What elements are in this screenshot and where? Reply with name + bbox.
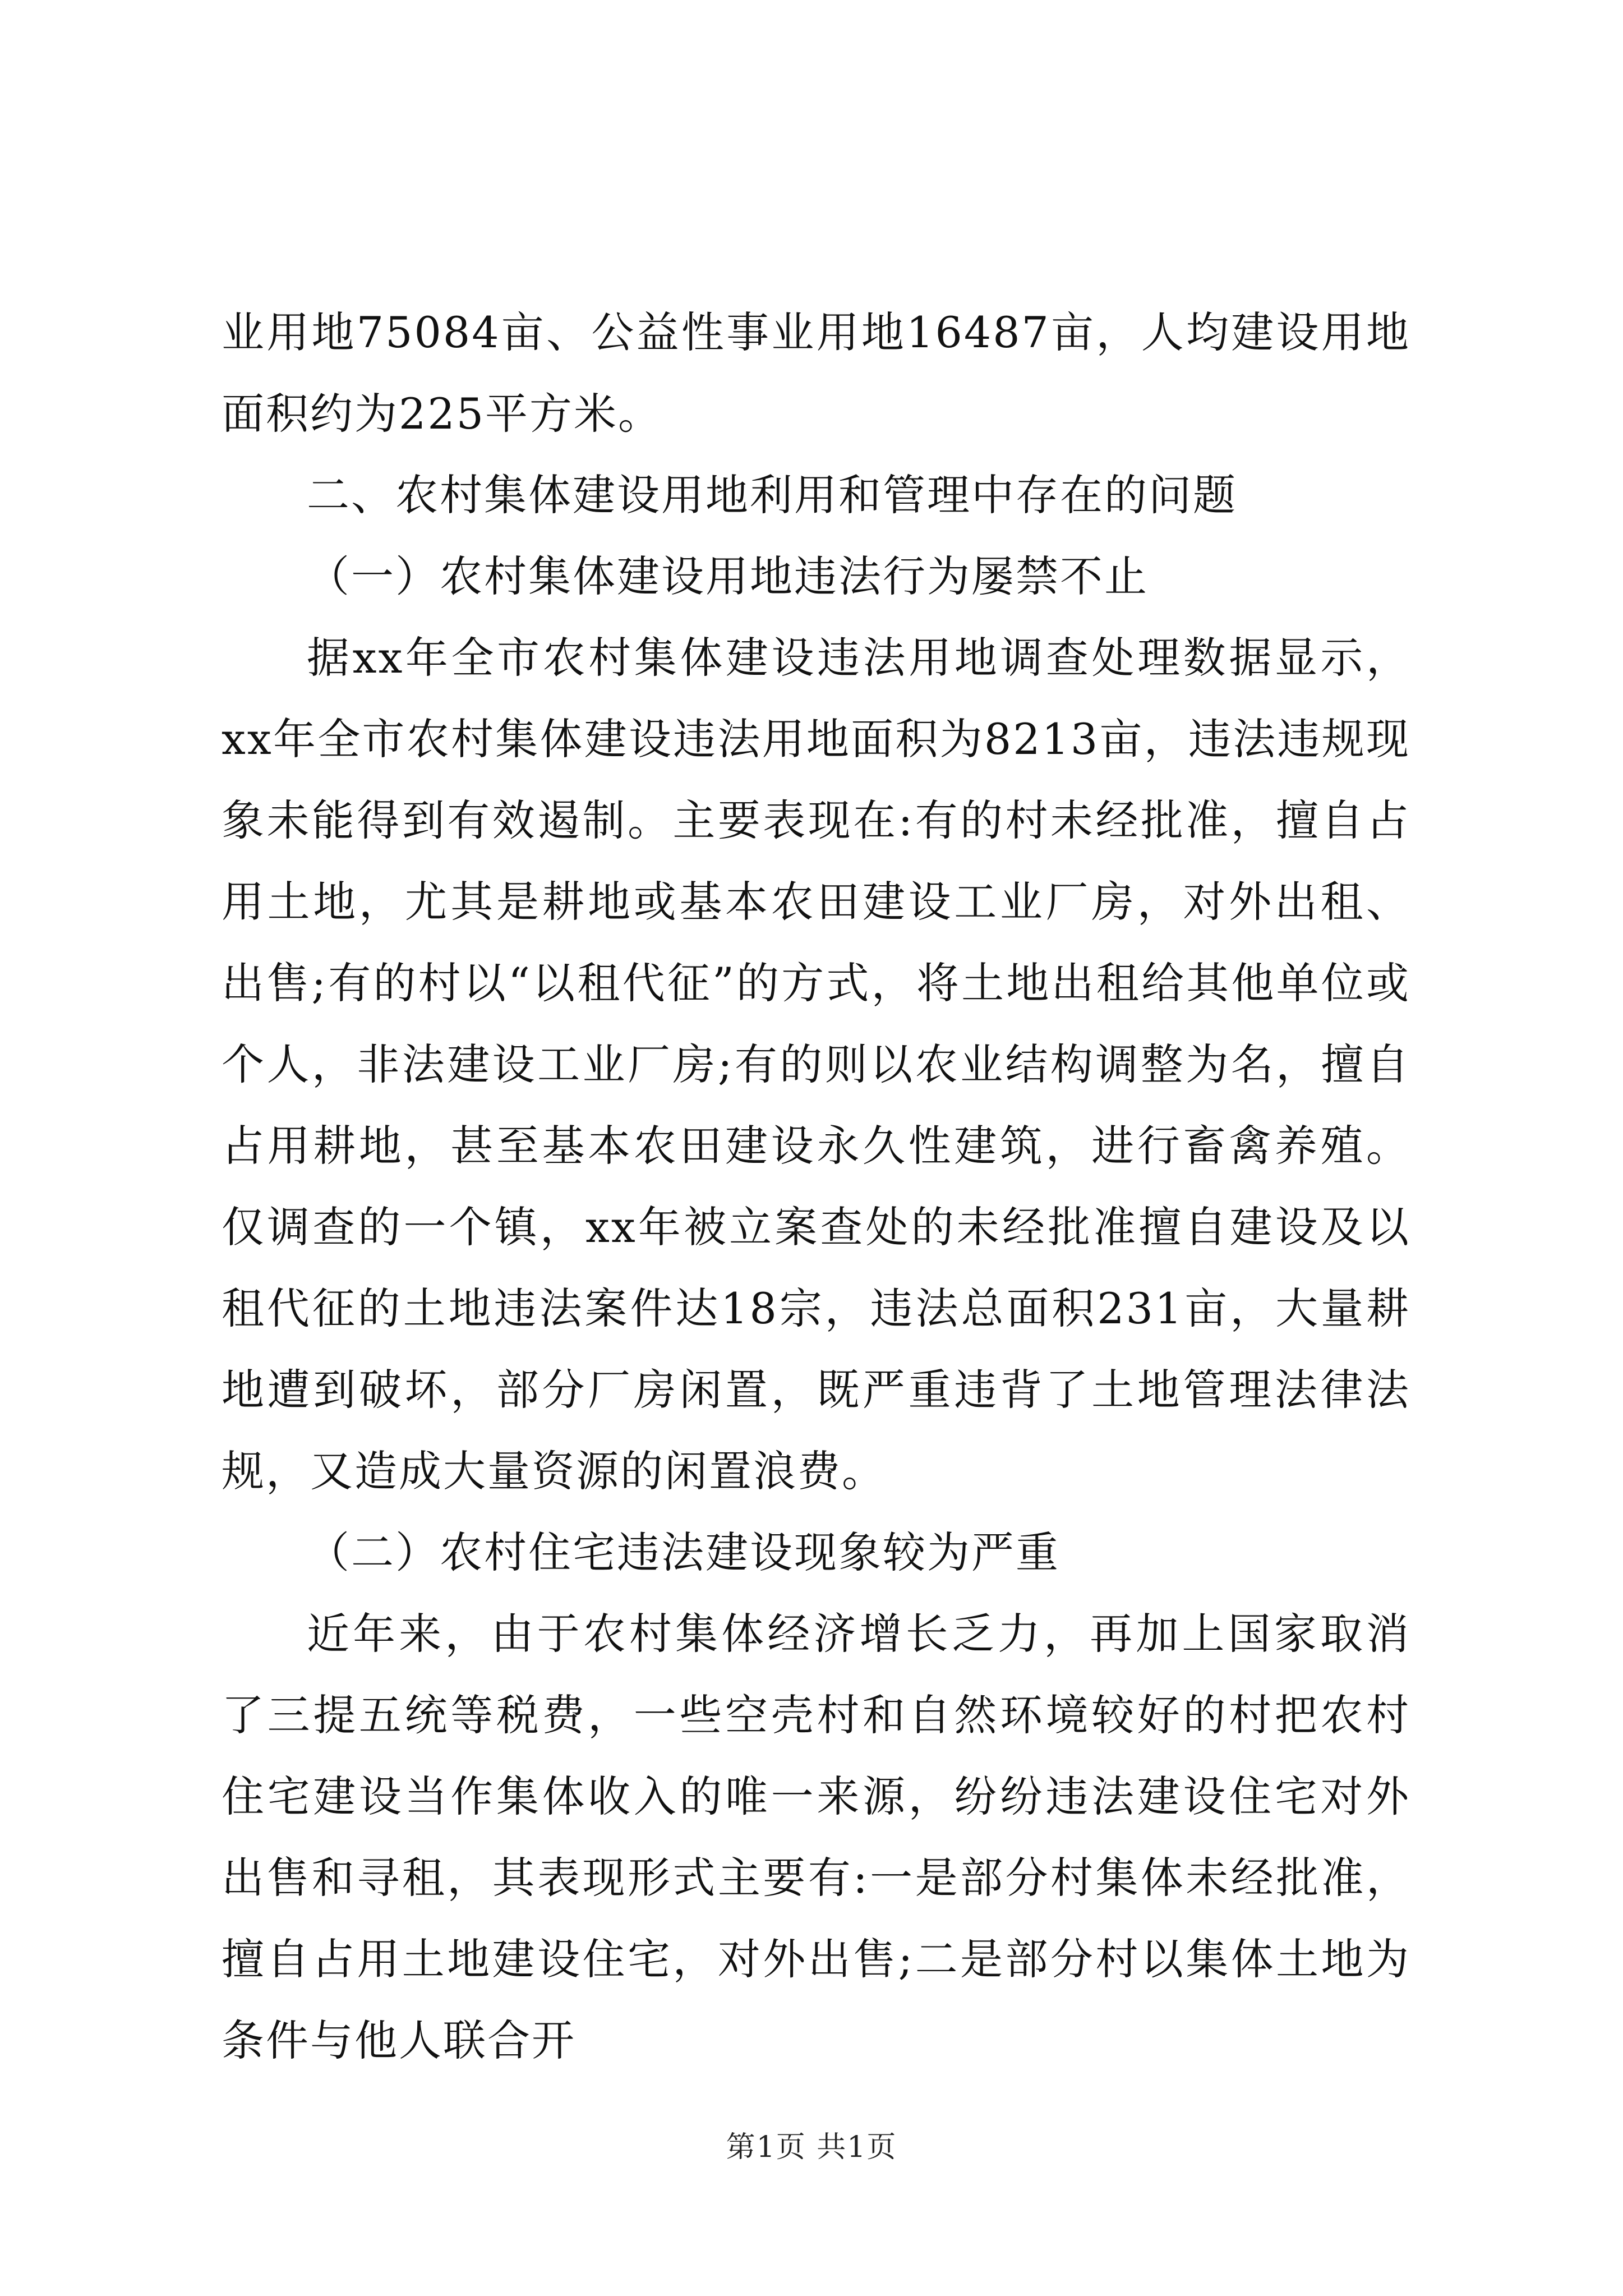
subsection-heading-1: （一）农村集体建设用地违法行为屡禁不止	[307, 551, 1149, 601]
section-heading: 二、农村集体建设用地利用和管理中存在的问题	[307, 470, 1237, 520]
subsection-heading-2: （二）农村住宅违法建设现象较为严重	[307, 1527, 1060, 1577]
page-footer: 第1页 共1页	[726, 2131, 897, 2164]
paragraph-continuation: 业用地75084亩、公益性事业用地16487亩，人均建设用地面积约为225平方米。	[222, 307, 1410, 439]
paragraph-illegal-housing: 近年来，由于农村集体经济增长乏力，再加上国家取消了三提五统等税费，一些空壳村和自然环境较好的村把农村住宅建设当作集体收入的唯一来源，纷纷违法建设住宅对外出售和寻租，其表现形式主要有:一是部分村集体未经批准，擅自占用土地建设住宅，对外出售;二是部分村以集体土地为条件与他人联合开	[222, 1609, 1410, 2065]
paragraph-illegal-land-use: 据xx年全市农村集体建设违法用地调查处理数据显示，xx年全市农村集体建设违法用地面积为8213亩，违法违规现象未能得到有效遏制。主要表现在:有的村未经批准，擅自占用土地，尤其是耕地或基本农田建设工业厂房，对外出租、出售;有的村以“以租代征”的方式，将土地出租给其他单位或个人，非法建设工业厂房;有的则以农业结构调整为名，擅自占用耕地，甚至基本农田建设永久性建筑，进行畜禽养殖。仅调查的一个镇，xx年被立案查处的未经批准擅自建设及以租代征的土地违法案件达18宗，违法总面积231亩，大量耕地遭到破坏，部分厂房闲置，既严重违背了土地管理法律法规，又造成大量资源的闲置浪费。	[222, 633, 1410, 1496]
document-body	[222, 292, 1410, 2081]
